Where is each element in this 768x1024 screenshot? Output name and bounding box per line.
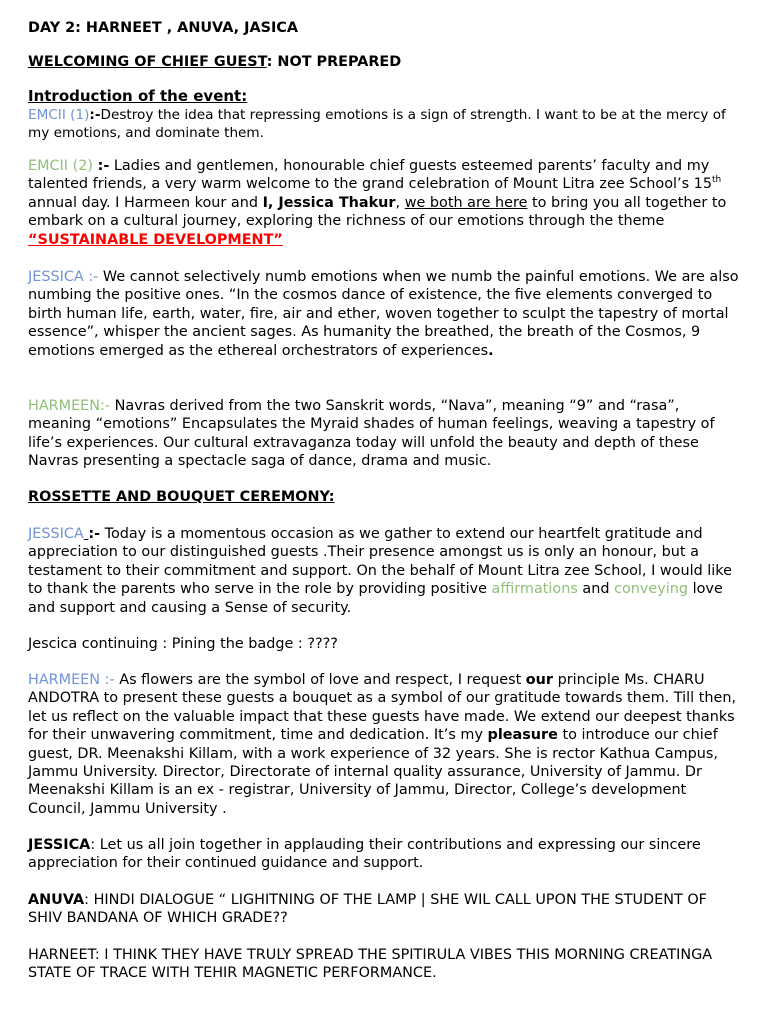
speaker-emcii-1: EMCII (1) [28, 107, 90, 123]
day-title: DAY 2: HARNEET , ANUVA, JASICA [28, 20, 298, 36]
rosette-heading: ROSSETTE AND BOUQUET CEREMONY: [28, 489, 335, 505]
highlight-conveying: conveying [614, 581, 689, 598]
paragraph-text: love and support and causing a Sense of security. [28, 581, 723, 616]
welcoming-sep: : [266, 54, 273, 70]
paragraph-text: annual day. I Harmeen kour and [28, 194, 263, 211]
rosette-paragraph-4 [28, 891, 740, 928]
paragraph-text: Destroy the idea that repressing emotions is a sign of strength. I want to be at the mercy of my emotions, and dominate them. [28, 107, 726, 141]
welcoming-label: WELCOMING OF CHIEF GUEST [28, 54, 267, 70]
speaker-sep: :- [89, 107, 101, 123]
bold-word: our [525, 672, 554, 688]
paragraph-text: We cannot selectively numb emotions when we numb the painful emotions. We are also numbing the positive ones. “In the cosmos dance of existence, the five elements converged to birth human life, earth, water, fire, air and ether, woven together to sculpt the tapestry of mortal essence”, whisper the ancient sages. As humanity the breathed, the breath of the Cosmos, 9 emotions emerged as the ethereal orchestrators of experiences [28, 269, 739, 359]
superscript: th [711, 175, 722, 186]
intro-paragraph-1 [28, 106, 740, 142]
speaker-jessica: JESSICA [28, 837, 91, 853]
bold-name: I, Jessica Thakur [262, 194, 396, 211]
speaker-jessica: JESSICA :- [28, 269, 99, 285]
speaker-sep: :- [97, 158, 110, 174]
rosette-paragraph-3 [28, 836, 740, 873]
paragraph-text: Ladies and gentlemen, honourable chief guests esteemed parents’ faculty and my talented friends, a very warm welcome to the grand celebration of Mount Litra zee School’s 15 [28, 158, 712, 193]
paragraph-text: As flowers are the symbol of love and respect, I request [114, 672, 526, 688]
speaker-sep: :- [88, 526, 101, 542]
speaker-harmeen: HARMEEN :- [28, 672, 115, 688]
paragraph-text: Navras derived from the two Sanskrit words, “Nava”, meaning “9” and “rasa”, meaning “emotions” Encapsulates the Myraid shades of human feelings, weaving a tapestry of life’s experiences. Our cultural extravaganza today will unfold the beauty and depth of these Navras presenting a spectacle saga of dance, drama and music. [28, 398, 715, 470]
speaker-anuva: ANUVA [28, 892, 85, 908]
rosette-paragraph-5: HARNEET: I THINK THEY HAVE TRULY SPREAD THE SPITIRULA VIBES THIS MORNING CREATINGA STATE OF TRACE WITH TEHIR MAGNETIC PERFORMANCE. [28, 947, 713, 982]
intro-paragraph-3 [28, 268, 740, 360]
welcoming-line [28, 53, 740, 71]
paragraph-text: : HINDI DIALOGUE “ LIGHITNING OF THE LAMP | SHE WIL CALL UPON THE STUDENT OF SHIV BANDANA OF WHICH GRADE?? [28, 892, 707, 927]
underlined-text: we both are here [404, 194, 528, 211]
speaker-harmeen: HARMEEN:- [28, 398, 111, 414]
intro-paragraph-2 [28, 157, 740, 249]
speaker-emcii-2: EMCII (2) [28, 158, 98, 174]
paragraph-text: to introduce our chief guest, DR. Meenakshi Killam, with a work experience of 32 years. She is rector Kathua Campus, Jammu University. Director, Directorate of internal quality assurance, University of Jammu. Dr Meenakshi Killam is an ex - registrar, University of Jammu, Director, College’s development Council, Jammu University . [28, 727, 718, 817]
rosette-paragraph-1 [28, 525, 740, 617]
paragraph-text: principle Ms. CHARU ANDOTRA to present these guests a bouquet as a symbol of our gratitude towards them. Till then, let us reflect on the valuable impact that these guests have made. We extend our deepest thanks for their unwavering commitment, time and dedication. It’s my [28, 672, 737, 744]
intro-paragraph-4 [28, 397, 740, 471]
paragraph-text: Today is a momentous occasion as we gather to extend our heartfelt gratitude and appreciation to our distinguished guests .Their presence amongst us is only an honour, but a testament to their commitment and support. On the behalf of Mount Litra zee School, I would like to thank the parents who serve in the role by providing positive [28, 526, 732, 598]
badge-line: Jescica continuing : Pining the badge : ???? [28, 636, 338, 652]
speaker-jessica: JESSICA [28, 526, 84, 542]
paragraph-text: , [395, 194, 405, 211]
bold-word: pleasure [487, 727, 558, 744]
paragraph-text: and [577, 581, 615, 598]
paragraph-text: : Let us all join together in applauding their contributions and expressing our sincere appreciation for their continued guidance and support. [28, 837, 701, 872]
intro-heading: Introduction of the event: [28, 87, 248, 105]
theme-text: “SUSTAINABLE DEVELOPMENT” [28, 231, 283, 248]
rosette-paragraph-2 [28, 671, 740, 818]
paragraph-end: . [488, 342, 494, 359]
paragraph-text: to bring you all together to embark on a cultural journey, exploring the richness of our emotions through the theme [28, 194, 727, 230]
highlight-affirmations: affirmations [491, 581, 578, 598]
welcoming-status: NOT PREPARED [272, 54, 402, 70]
